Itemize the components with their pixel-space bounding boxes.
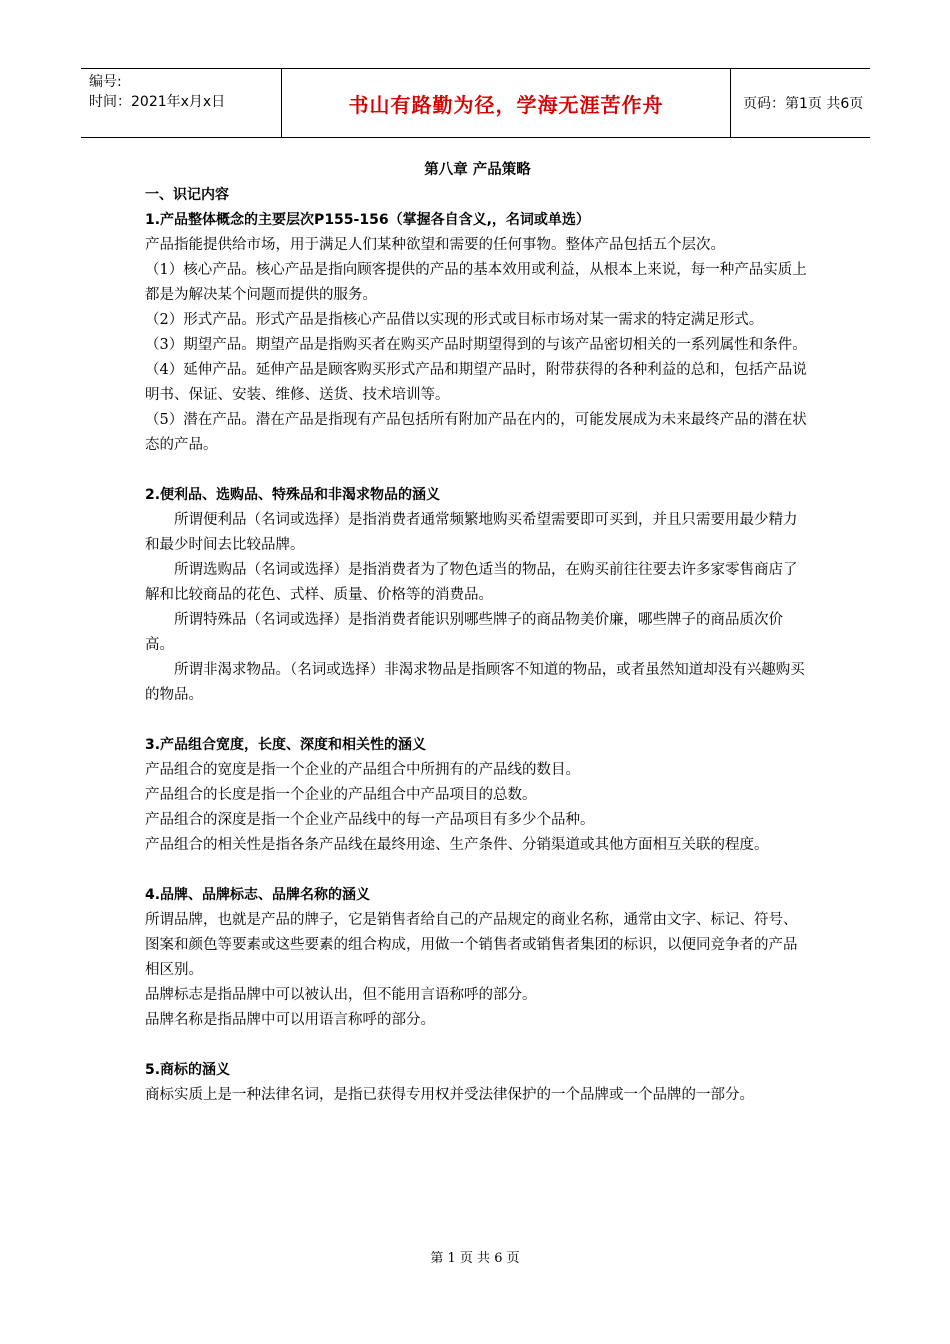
spacer bbox=[145, 858, 810, 883]
paragraph: 产品组合的长度是指一个企业的产品组合中产品项目的总数。 bbox=[145, 787, 537, 803]
paragraph: 品牌标志是指品牌中可以被认出，但不能用言语称呼的部分。 bbox=[145, 987, 537, 1003]
part-title: 一、识记内容 bbox=[145, 187, 229, 203]
section-2-heading: 2.便利品、选购品、特殊品和非渴求物品的涵义 bbox=[145, 487, 441, 503]
motto-text: 书山有路勤为径，学海无涯苦作舟 bbox=[348, 92, 664, 117]
spacer bbox=[145, 1033, 810, 1058]
section-5-heading: 5.商标的涵义 bbox=[145, 1062, 231, 1078]
chapter-title: 第八章 产品策略 bbox=[424, 162, 531, 178]
page-info: 页码：第1页 共6页 bbox=[743, 96, 864, 112]
section-3-heading: 3.产品组合宽度，长度、深度和相关性的涵义 bbox=[145, 737, 427, 753]
number-label: 编号: bbox=[89, 74, 122, 90]
paragraph: （3）期望产品。期望产品是指购买者在购买产品时期望得到的与该产品密切相关的一系列属性和条件。 bbox=[145, 337, 807, 353]
header-left-cell bbox=[81, 69, 281, 137]
header-page-cell bbox=[731, 69, 870, 137]
section-1-heading: 1.产品整体概念的主要层次P155-156（掌握各自含义,，名词或单选） bbox=[145, 212, 590, 228]
page-header bbox=[81, 68, 870, 138]
paragraph: （2）形式产品。形式产品是指核心产品借以实现的形式或目标市场对某一需求的特定满足形式。 bbox=[145, 312, 764, 328]
paragraph: 产品组合的相关性是指各条产品线在最终用途、生产条件、分销渠道或其他方面相互关联的程度。 bbox=[145, 837, 769, 853]
paragraph: 所谓特殊品（名词或选择）是指消费者能识别哪些牌子的商品物美价廉，哪些牌子的商品质次价高。 bbox=[145, 612, 783, 653]
section-4-heading: 4.品牌、品牌标志、品牌名称的涵义 bbox=[145, 887, 371, 903]
paragraph: 所谓品牌，也就是产品的牌子，它是销售者给自己的产品规定的商业名称，通常由文字、标记、符号、图案和颜色等要素或这些要素的组合构成，用做一个销售者或销售者集团的标识，以便同竞争者的产品相区别。 bbox=[145, 912, 798, 978]
paragraph: 商标实质上是一种法律名词，是指已获得专用权并受法律保护的一个品牌或一个品牌的一部分。 bbox=[145, 1087, 754, 1103]
paragraph: （5）潜在产品。潜在产品是指现有产品包括所有附加产品在内的，可能发展成为未来最终产品的潜在状态的产品。 bbox=[145, 412, 807, 453]
paragraph: 产品组合的宽度是指一个企业的产品组合中所拥有的产品线的数目。 bbox=[145, 762, 580, 778]
paragraph: （1）核心产品。核心产品是指向顾客提供的产品的基本效用或利益，从根本上来说，每一种产品实质上都是为解决某个问题而提供的服务。 bbox=[145, 262, 807, 303]
paragraph: （4）延伸产品。延伸产品是顾客购买形式产品和期望产品时，附带获得的各种利益的总和，包括产品说明书、保证、安装、维修、送货、技术培训等。 bbox=[145, 362, 807, 403]
page-footer: 第 1 页 共 6 页 bbox=[430, 1251, 520, 1266]
paragraph: 产品组合的深度是指一个企业产品线中的每一产品项目有多少个品种。 bbox=[145, 812, 595, 828]
spacer bbox=[145, 708, 810, 733]
paragraph: 所谓选购品（名词或选择）是指消费者为了物色适当的物品，在购买前往往要去许多家零售商店了解和比较商品的花色、式样、质量、价格等的消费品。 bbox=[145, 562, 798, 603]
header-motto-cell bbox=[281, 69, 731, 137]
document-body bbox=[145, 158, 810, 1108]
paragraph: 产品指能提供给市场，用于满足人们某种欲望和需要的任何事物。整体产品包括五个层次。 bbox=[145, 237, 725, 253]
paragraph: 品牌名称是指品牌中可以用语言称呼的部分。 bbox=[145, 1012, 435, 1028]
date-label: 时间：2021年x月x日 bbox=[89, 94, 226, 110]
paragraph: 所谓便利品（名词或选择）是指消费者通常频繁地购买希望需要即可买到，并且只需要用最少精力和最少时间去比较品牌。 bbox=[145, 512, 798, 553]
paragraph: 所谓非渴求物品。（名词或选择）非渴求物品是指顾客不知道的物品，或者虽然知道却没有兴趣购买的物品。 bbox=[145, 662, 805, 703]
spacer bbox=[145, 458, 810, 483]
